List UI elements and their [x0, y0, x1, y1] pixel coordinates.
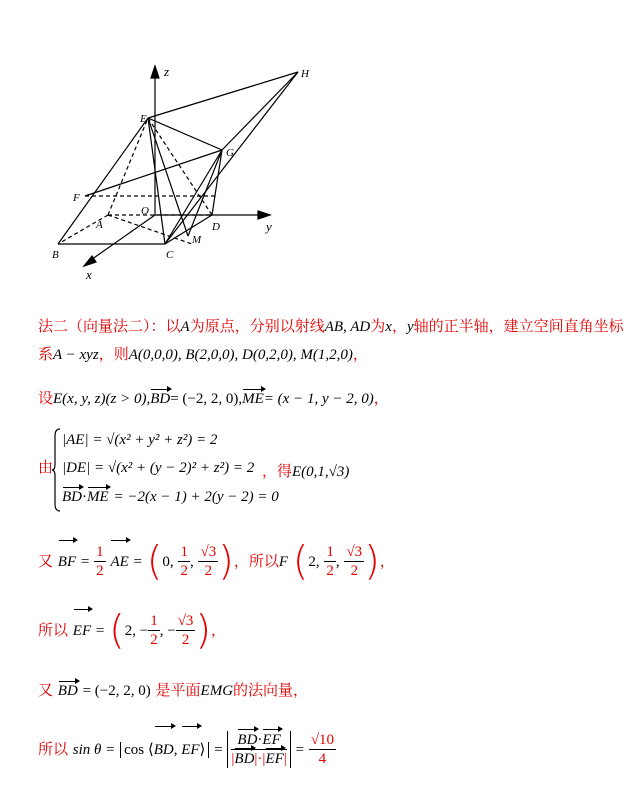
text-line-6: [38, 607, 642, 654]
edge-EM: [148, 118, 188, 236]
text-span: 设: [38, 389, 54, 407]
label-M: M: [192, 234, 202, 246]
paren-left: (: [146, 538, 163, 585]
math-span: sin θ =: [72, 742, 116, 758]
edge-BE: [58, 118, 148, 244]
text-line-3: [38, 387, 642, 408]
paren-right: ): [195, 607, 212, 654]
math-span: =: [214, 742, 223, 758]
label-x: x: [86, 267, 92, 282]
text-span: 又: [38, 681, 54, 699]
paren-right: ): [364, 538, 380, 585]
fraction: $\frac{1}{2}$: [96, 544, 104, 579]
math-span: = (−2, 2, 0),: [170, 391, 243, 407]
label-E: E: [140, 113, 147, 125]
text-span: ，: [373, 389, 389, 407]
math-span: = (x − 1, y − 2, 0): [263, 391, 374, 407]
system-label: 由: [38, 458, 54, 476]
math-span: A(0,0,0), B(2,0,0), D(0,2,0), M(1,2,0): [128, 347, 353, 363]
text-span: ，: [391, 317, 407, 335]
math-span: =: [95, 623, 105, 639]
text-span: ，所以: [233, 552, 279, 570]
paren-left: (: [292, 538, 309, 585]
text-span: 又: [38, 552, 54, 570]
equation-3: [62, 487, 279, 506]
vector-BD: BD: [150, 391, 171, 407]
math-span: A: [180, 319, 190, 335]
abs-cos: cos ⟨BD, EF⟩: [120, 742, 209, 758]
edge-EC: [148, 118, 165, 244]
text-span: 的法向量，: [233, 681, 309, 699]
vector-BD: BD: [237, 732, 258, 748]
text-line-7: [38, 679, 642, 700]
vector-BD: BD: [57, 683, 78, 699]
math-span: =: [80, 554, 90, 570]
dashed-edges: [58, 118, 218, 244]
equation-1: |AE| = √(x² + y² + z²) = 2: [62, 432, 218, 448]
vector-ME: ME: [242, 391, 264, 407]
text-line-1: [38, 315, 642, 336]
text-span: 是平面: [155, 681, 201, 699]
math-span: = −2(x − 1) + 2(y − 2) = 0: [113, 489, 279, 505]
text-span: 法二（向量法二）：以: [38, 317, 181, 335]
vector-BF: BF: [58, 542, 76, 582]
math-span: y: [406, 319, 414, 335]
label-H: H: [301, 68, 309, 80]
vector-BD: BD: [154, 728, 174, 772]
equation-2: |DE| = √(x² + (y − 2)² + z²) = 2: [62, 460, 255, 476]
label-z: z: [164, 64, 170, 79]
fraction: $\frac{√3}{2}$: [200, 544, 217, 579]
vector-ME: ME: [87, 489, 109, 505]
label-F: F: [73, 192, 80, 204]
text-span: 为: [370, 317, 386, 335]
abs-fraction: $\frac{BD\cdot EF}{|BD|\cdot|EF|}$: [227, 731, 290, 768]
z-arrow: [151, 66, 159, 78]
math-span: ·: [82, 489, 87, 505]
text-line-5: 又 BF = $\frac{1}{2}$ AE = (0, $\frac{1}{2}$ , $\frac{√3}{2}$ )，所以F (2, $\frac{1}{2}$ , $\frac{√3}{2}$ )，: [38, 538, 395, 585]
text-span: 为原点，分别以射线: [189, 317, 325, 335]
math-span: 2, −: [124, 623, 149, 639]
label-D: D: [212, 221, 220, 233]
text-span: ，则: [98, 345, 129, 363]
geometry-figure: [0, 0, 642, 300]
label-O: O: [141, 205, 149, 217]
math-span: , −: [159, 623, 176, 639]
text-span: 所以: [38, 740, 69, 758]
text-span: 所以: [38, 621, 69, 639]
math-span: x: [385, 319, 392, 335]
fraction: $\frac{1}{2}$: [326, 544, 334, 579]
text-span: ，: [352, 345, 368, 363]
fraction-result: $\frac{√10}{4}$: [310, 732, 335, 767]
left-brace: [52, 428, 62, 512]
math-span: A − xyz: [53, 347, 99, 363]
text-line-2: [38, 343, 642, 364]
math-span: F: [278, 554, 288, 570]
vector-BD: BD: [62, 489, 82, 505]
math-span: =: [295, 742, 305, 758]
text-line-8: [38, 727, 642, 771]
fraction: $\frac{1}{2}$: [180, 544, 188, 579]
edge-GD: [212, 150, 222, 215]
label-C: C: [166, 249, 174, 261]
math-span: 2,: [308, 554, 320, 570]
vector-EF: EF: [262, 732, 281, 748]
system-result: [262, 460, 349, 481]
text-span: ，: [379, 552, 395, 570]
vector-EF: EF: [73, 611, 91, 651]
vector-AE: AE: [110, 542, 128, 582]
text-span: ，得: [262, 462, 293, 480]
text-span: 系: [38, 345, 54, 363]
y-arrow: [258, 211, 270, 219]
math-span: E(0,1,√3): [292, 464, 350, 480]
vector-BD: BD: [234, 751, 255, 767]
math-span: EMG: [200, 683, 234, 699]
math-span: AB, AD: [324, 319, 371, 335]
paren-left: (: [109, 607, 125, 654]
label-G: G: [226, 147, 234, 159]
math-span: 0,: [162, 554, 174, 570]
fraction: $\frac{√3}{2}$: [346, 544, 363, 579]
math-span: = (−2, 2, 0): [82, 683, 151, 699]
fraction: $\frac{1}{2}$: [150, 613, 158, 648]
edge-EG: [148, 118, 222, 150]
fraction: $\frac{√3}{2}$: [177, 613, 194, 648]
edge-CD: [165, 215, 212, 244]
paren-right: ): [218, 538, 234, 585]
math-span: =: [133, 554, 143, 570]
math-span: E(x, y, z)(z > 0),: [53, 391, 151, 407]
text-span: 轴的正半轴，建立空间直角坐标: [413, 317, 624, 335]
text-span: ，: [211, 621, 227, 639]
vector-EF: EF: [265, 751, 284, 767]
label-A: A: [96, 219, 103, 231]
label-B: B: [52, 249, 59, 261]
label-y: y: [266, 219, 272, 234]
vector-EF: EF: [181, 728, 199, 772]
